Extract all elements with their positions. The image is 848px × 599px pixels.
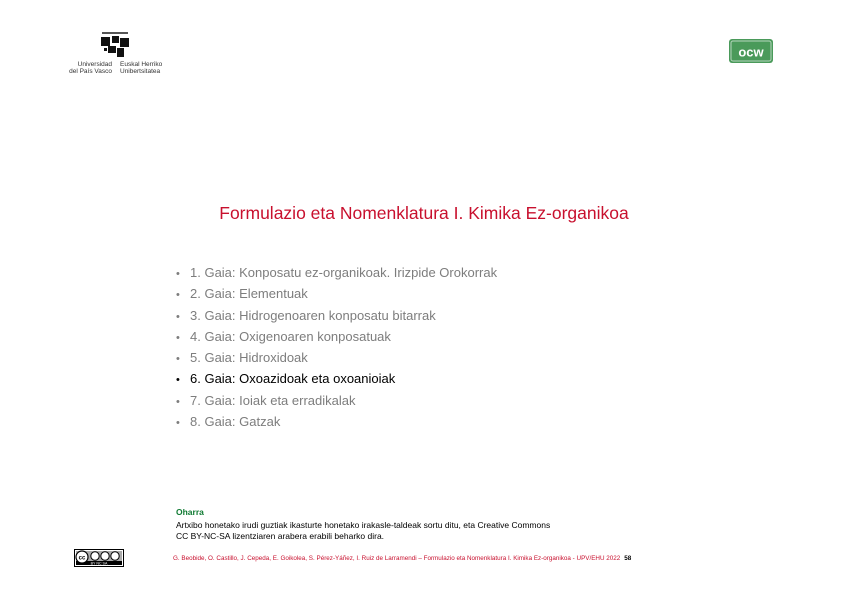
logo-text-spanish: Universidad del País Vasco bbox=[69, 61, 112, 75]
note-heading: Oharra bbox=[176, 507, 204, 517]
presentation-title: Formulazio eta Nomenklatura I. Kimika Ez-organikoa bbox=[219, 203, 629, 223]
footer-credits bbox=[173, 555, 631, 562]
ocw-logo-text: ocw bbox=[738, 44, 764, 60]
topic-item-current: • 6. Gaia: Oxoazidoak eta oxoanioiak bbox=[176, 369, 497, 390]
topic-item: • 4. Gaia: Oxigenoaren konposatuak bbox=[176, 327, 497, 348]
cc-license-badge-icon bbox=[74, 549, 124, 567]
topic-item: • 2. Gaia: Elementuak bbox=[176, 284, 497, 305]
bullet-icon: • bbox=[176, 289, 180, 302]
topic-item: • 7. Gaia: Ioiak eta erradikalak bbox=[176, 391, 497, 412]
license-note bbox=[176, 507, 550, 542]
bullet-icon: • bbox=[176, 268, 180, 280]
bullet-icon: • bbox=[176, 374, 180, 387]
upv-ehu-emblem-icon bbox=[98, 32, 132, 60]
topic-item: • 8. Gaia: Gatzak bbox=[176, 412, 497, 433]
topic-item: • 3. Gaia: Hidrogenoaren konposatu bitarrak bbox=[176, 306, 497, 327]
topic-item: • 1. Gaia: Konposatu ez-organikoak. Irizpide Orokorrak bbox=[176, 263, 497, 284]
bullet-icon: • bbox=[176, 331, 180, 344]
note-line: Artxibo honetako irudi guztiak ikasturte honetako irakasle-taldeak sortu ditu, eta Creative Commons bbox=[176, 520, 551, 530]
logo-text-basque: Euskal Herriko Unibertsitatea bbox=[120, 61, 163, 75]
upv-ehu-logo bbox=[60, 28, 170, 80]
bullet-icon: • bbox=[176, 310, 180, 323]
footer-authors: G. Beobide, O. Castillo, J. Cepeda, E. Goikolea, S. Pérez-Yáñez, I. Ruiz de Larramendi – Formulazio eta Nomenklatura I. Kimika Ez-organikoa - UPV/EHU 2022 bbox=[173, 555, 621, 562]
bullet-icon: • bbox=[176, 353, 180, 366]
page-number: 58 bbox=[624, 555, 632, 562]
svg-text:cc: cc bbox=[78, 555, 86, 562]
bullet-icon: • bbox=[176, 417, 180, 430]
bullet-icon: • bbox=[176, 395, 180, 408]
cc-badge-text: BY NC SA bbox=[90, 561, 108, 566]
note-line: CC BY-NC-SA lizentziaren arabera erabili beharko dira. bbox=[176, 531, 385, 541]
topic-list bbox=[176, 263, 497, 433]
ocw-logo bbox=[728, 38, 774, 66]
topic-item: • 5. Gaia: Hidroxidoak bbox=[176, 348, 497, 369]
